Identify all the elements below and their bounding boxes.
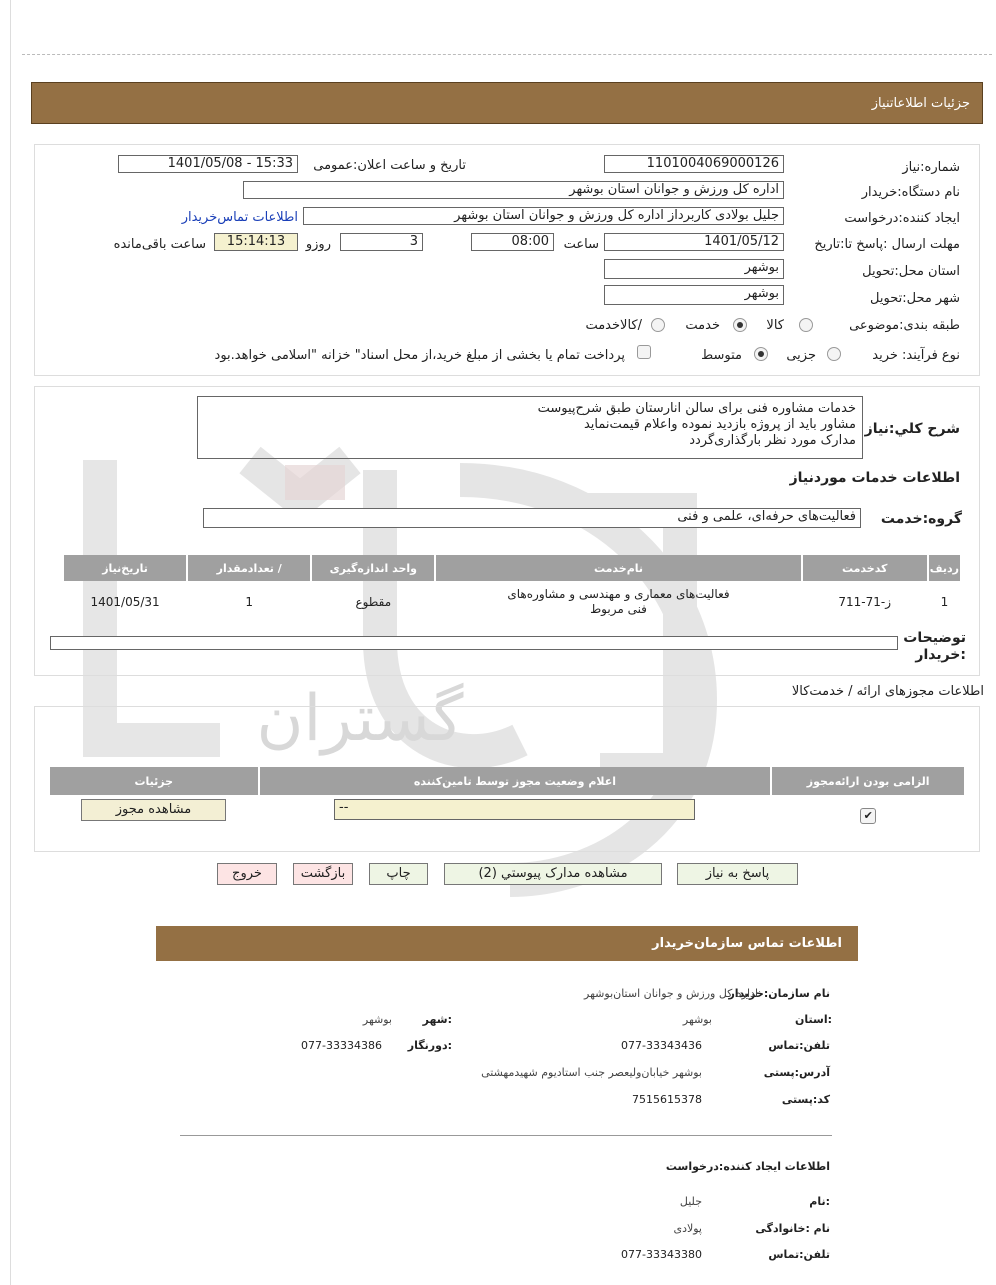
deadline-label: مهلت ارسال :پاسخ تا:تاریخ [814, 237, 960, 252]
deadline-time-field: 08:00 [471, 233, 554, 251]
contact-postal-value: 7515615378 [632, 1093, 702, 1106]
requester-name-value: جلیل [679, 1195, 702, 1208]
cell-name-line-1: فعالیت‌های معماری و مهندسی و مشاوره‌های [507, 587, 730, 601]
radio-goods-service-label: /کالاخدمت [585, 318, 642, 333]
city-label: شهر محل:تحویل [870, 291, 960, 306]
radio-service[interactable] [733, 318, 747, 332]
contact-phone-label: تلفن:تماس [768, 1039, 830, 1052]
reply-button[interactable]: پاسخ به نیاز [677, 863, 798, 885]
table-row [64, 583, 960, 621]
contact-title: اطلاعات تماس سازمان‌خریدار [652, 936, 842, 951]
permits-title: اطلاعات مجوزهای ارائه / خدمت‌کالا [791, 684, 984, 699]
th-row-index: ردیف [929, 555, 960, 581]
exit-button[interactable]: خروج [217, 863, 277, 885]
permits-table-header [50, 767, 964, 795]
contact-phone-value: 077-33343436 [621, 1039, 702, 1052]
radio-goods-service[interactable] [651, 318, 665, 332]
payment-note: پرداخت تمام یا بخشی از مبلغ خرید،از محل اسناد" خزانه "اسلامی خواهد.بود [214, 348, 625, 363]
requester-phone-label: تلفن:تماس [768, 1248, 830, 1261]
service-group-field: فعالیت‌های حرفه‌ای، علمی و فنی [203, 508, 861, 528]
device-field: اداره کل ورزش و جوانان استان بوشهر [243, 181, 784, 199]
cell-name-line-2: فنی مربوط [590, 602, 647, 616]
description-line-3: مدارک مورد نظر بارگذاری‌گردد [689, 433, 856, 448]
payment-checkbox[interactable] [637, 345, 651, 359]
description-line-2: مشاور باید از پروژه بازدید نموده واعلام قیمت‌نماید [583, 417, 856, 432]
cell-name [436, 583, 800, 621]
radio-medium-label: متوسط [701, 348, 742, 363]
category-label: طبقه بندی:موضوعی [849, 318, 960, 333]
print-button[interactable]: چاپ [369, 863, 428, 885]
attachments-button[interactable]: مشاهده مدارک پیوستي (2) [444, 863, 662, 885]
requester-name-label: :نام [809, 1195, 830, 1208]
remaining-time-field: 15:14:13 [214, 233, 298, 251]
need-number-label: شماره:نیاز [902, 160, 960, 175]
radio-partial-label: جزیی [786, 348, 816, 363]
th-need-date: تاریخ‌نیاز [64, 555, 186, 581]
permit-status-field[interactable]: -- [334, 799, 695, 820]
th-service-code: کدخدمت [803, 555, 927, 581]
page-left-border [10, 0, 11, 1285]
days-field: 3 [340, 233, 423, 251]
th-quantity: / تعدادمقدار [188, 555, 310, 581]
th-service-name: نام‌خدمت [436, 555, 800, 581]
radio-partial[interactable] [827, 347, 841, 361]
back-button[interactable]: بازگشت [293, 863, 353, 885]
dotted-separator [22, 54, 992, 55]
contact-fax-label: :دورنگار [407, 1039, 452, 1052]
org-label: نام سازمان:خریدار [728, 987, 830, 1000]
requester-phone-value: 077-33343380 [621, 1248, 702, 1261]
th-unit: واحد اندازه‌گیری [312, 555, 434, 581]
description-box [197, 396, 863, 459]
buyer-notes-label-1: توضیحات [903, 630, 966, 646]
service-group-label: گروه:خدمت [880, 511, 962, 527]
requester-title: اطلاعات ایجاد کننده:درخواست [665, 1160, 830, 1173]
creator-label: ایجاد کننده:درخواست [844, 211, 960, 226]
contact-postal-label: کد:پستی [781, 1093, 830, 1106]
deadline-date-field: 1401/05/12 [604, 233, 784, 251]
cell-qty: 1 [245, 595, 254, 609]
device-label: نام دستگاه:خریدار [861, 185, 960, 200]
contact-city-label: :شهر [422, 1013, 452, 1026]
description-line-1: خدمات مشاوره فنی برای سالن انارستان طبق شرح‌پیوست [537, 401, 856, 416]
services-table [62, 553, 962, 623]
requester-family-label: نام :خانوادگی [755, 1222, 830, 1235]
info-panel [34, 144, 980, 376]
buyer-notes-label-2: :خریدار [915, 647, 966, 663]
radio-service-label: خدمت [685, 318, 720, 333]
cell-index: 1 [940, 595, 949, 609]
contact-province-label: :استان [795, 1013, 832, 1026]
contact-province-value: بوشهر [682, 1013, 712, 1026]
th-permit-status: اعلام وضعیت مجوز توسط تامین‌کننده [260, 767, 771, 795]
city-field: بوشهر [604, 285, 784, 305]
org-value: اداره کل ورزش و جوانان استان‌بوشهر [584, 987, 758, 1000]
services-table-header [64, 555, 960, 581]
province-field: بوشهر [604, 259, 784, 279]
contact-city-value: بوشهر [362, 1013, 392, 1026]
radio-goods-label: کالا [766, 318, 784, 333]
cell-code: ز-71-711 [838, 595, 892, 609]
contact-header [156, 926, 858, 961]
buyer-notes-field [50, 636, 898, 650]
cell-permit-required [772, 797, 964, 835]
description-label: شرح کلي:نیاز [864, 421, 960, 437]
contact-address-value: بوشهر خیابان‌ولیعصر جنب استادیوم شهیدمهشتی [481, 1066, 702, 1079]
announce-label: تاریخ و ساعت اعلان:عمومی [313, 158, 466, 173]
contact-buyer-link[interactable]: اطلاعات تماس‌خریدار [181, 210, 298, 225]
th-permit-details: جزئیات [50, 767, 258, 795]
announce-field: 1401/05/08 - 15:33 [118, 155, 298, 173]
cell-unit: مقطوع [355, 595, 392, 609]
requester-family-value: پولادی [673, 1222, 702, 1235]
contact-divider [180, 1135, 832, 1136]
permit-required-checkbox[interactable]: ✔ [860, 808, 876, 824]
view-permit-button[interactable]: مشاهده مجوز [81, 799, 226, 821]
contact-address-label: آدرس:پستی [763, 1066, 830, 1079]
page-header [31, 82, 983, 124]
cell-date: 1401/05/31 [90, 595, 160, 609]
day-label: روزو [305, 237, 331, 252]
province-label: استان محل:تحویل [862, 264, 960, 279]
radio-medium[interactable] [754, 347, 768, 361]
process-label: نوع فرآیند: خرید [872, 348, 960, 363]
contact-fax-value: 077-33334386 [301, 1039, 382, 1052]
deadline-time-label: ساعت [563, 237, 599, 252]
radio-goods[interactable] [799, 318, 813, 332]
services-section-title: اطلاعات خدمات موردنیاز [789, 470, 960, 486]
th-permit-required: الزامی بودن ارائه‌مجوز [772, 767, 964, 795]
watermark-text: گستران [256, 682, 464, 756]
creator-field: جلیل بولادی کاربرداز اداره کل ورزش و جوانان استان بوشهر [303, 207, 784, 225]
header-title: جزئیات اطلاعاتنیاز [871, 96, 970, 111]
need-number-field: 1101004069000126 [604, 155, 784, 173]
remaining-label: ساعت باقی‌مانده [113, 237, 206, 252]
